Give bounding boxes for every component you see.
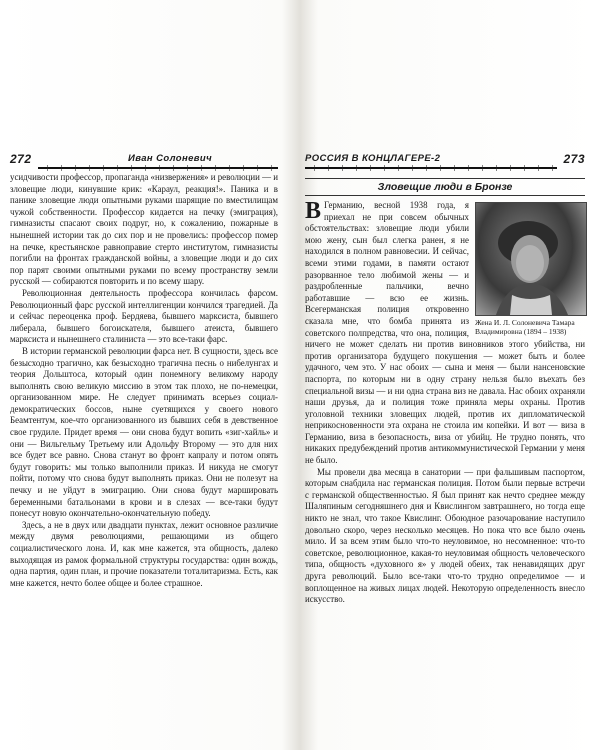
header-rule-left — [38, 167, 278, 169]
page-number-right: 273 — [563, 152, 585, 166]
portrait-figure — [475, 202, 585, 336]
left-page-text — [10, 172, 278, 589]
paragraph: Революционная деятельность профессора кончилась фарсом. Революционный фарс русской интеллигенции кончился трагедией. Да и сейчас переоценка проф. Бердяева, бывшего марксиста, бывшего либерала, бывшего богоискателя, бывшего атеиста, бывшего марксиста и нынешнего сталиниста — это все-таки фарс. — [10, 287, 278, 345]
portrait-photo — [475, 202, 587, 316]
page-number-left: 272 — [10, 152, 32, 166]
right-page-text — [305, 200, 585, 606]
right-page-header — [305, 150, 585, 172]
section-title: Зловещие люди в Бронзе — [305, 178, 585, 196]
header-rule-right — [305, 167, 557, 169]
left-page-header — [10, 150, 278, 172]
paragraph: Здесь, а не в двух или двадцати пунктах, лежит основное различие между двумя революциями, решающими из общего социалистического лона. И, как мне кажется, эта общность, далеко выходящая из рамок формальной структуры государства: один вождь, одна партия, один план, и прочие показатели тоталитаризма. Есть, как мне кажется, нечто более общее и более страшное. — [10, 519, 278, 588]
paragraph: Мы провели два месяца в санатории — при фальшивым паспортом, которым снабдила нас германская полиция. Потом были первые встречи с германской общественностью. Я был принят как нечто среднее между Шаляпиным сегодняшнего дня и Квислингом завтрашнего, но тогда еще никто не знал, что такое Квислинг. Обоюдное разочарование наступило довольно скоро, через несколько месяцев. Но пока что все было очень мило. И за всем этим было что-то неуловимое, но несомненное: что-то советское, революционное, какая-то неуловимая общность человеческого типа, общность «духовного я» у людей обеих, так ненавидящих друг друга революций. Было все-таки что-то трудно определимое — и воплощенное на живых лицах людей. Некоторую определенность внесло искусство. — [305, 466, 585, 605]
paragraph: усидчивости профессор, пропаганда «низвержения» и революции — и зловещие люди, кинувшие крик: «Караул, реакция!». Паника и в панике зловещие люди опытными руками шарящие по вместилищам чужой собственности. Профессор кидается на печку (эмиграция), гимназисты спасают своих подруг, но, к сожалению, пожарные в нынешней истории так до сих пор и не провелись: профессор помер на печке, крестьянское равноправие стерто институтом, гимназисты погибли на фронтах гражданской войны, а зловещие люди и до сих пор парят своими опытными руками по всему пространству земли русской — собираются повторить и по всему шару. — [10, 172, 278, 287]
left-page — [10, 150, 278, 710]
photo-caption: Жена И. Л. Солоневича Тамара Владимировна (1894 – 1938) — [475, 318, 575, 336]
running-head-right: РОССИЯ В КОНЦЛАГЕРЕ-2 — [305, 153, 441, 164]
portrait-image — [476, 203, 586, 315]
running-head-left: Иван Солоневич — [128, 153, 213, 164]
paragraph-text: Германию, весной 1938 года, я приехал не при совсем обычных обстоятельствах: зловещие люди убили мою жену, сын был слегка ранен, я не находился в полном равновесии. И сейчас, всеми этими годами, в памяти остают разорванное тело любимой жены — и раздробленные пальчики, вечно работавшие — всю ее жизнь. Всегерманская полиция откровенно сказала мне, что бомба принята из советского полпредства, что она, полиция, ничего не может сделать ни против виновников этого убийства, ни против организатора будущего покушения — может быть и более удачного, чем это. У нас обоих — сына и меня — были нансеновские паспорта, по которым ни в одну страну нельзя было въехать без специальной визы — и ни одна страна виз не давала. Нас обоих охраняли наши друзья, да и полиция тоже приняла меры охраны. Против уголовной техники зловещих людей, против их дипломатической неприкосновенности эта охрана не стоила им копейки. И вот — виза в Германию, виза в безопасность, виза от убийц. Не трудно понять, что никаких предубеждений против антикоммунистической Германии у меня не было. — [305, 200, 585, 466]
dropcap: В — [305, 198, 322, 224]
right-page — [305, 150, 585, 710]
paragraph: В истории германской революции фарса нет. В сущности, здесь все безысходно трагично, как безысходно трагична песнь о нибелунгах и теория Дольштоса, который один понемногу великому народу выполнять свою великую миссию в этом так плохо, не по-немецки, организованном мире. Не следует принимать всерьез социал-демократических боссов, ныне суетящихся у своего нового Беамтентум, кое-что организованного из бывших себя в девственное свое грудиле. Придет время — они снова будут вопить «зиг-хайль» и они — Вильгельму Третьему или Адольфу Второму — это для них все будет все равно. Снова станут во фронт капралу и потом опять будут говорить: мы только выполнили приказ. И никуда не смогут пойти, потому что снова будут выполнять приказ. Они не полезут на печку и не уйдут в эмиграцию. Они снова будут маршировать беременными батальонами в крови и в слезах — все-таки будут понесут новую окончательно-окончательную победу. — [10, 345, 278, 519]
